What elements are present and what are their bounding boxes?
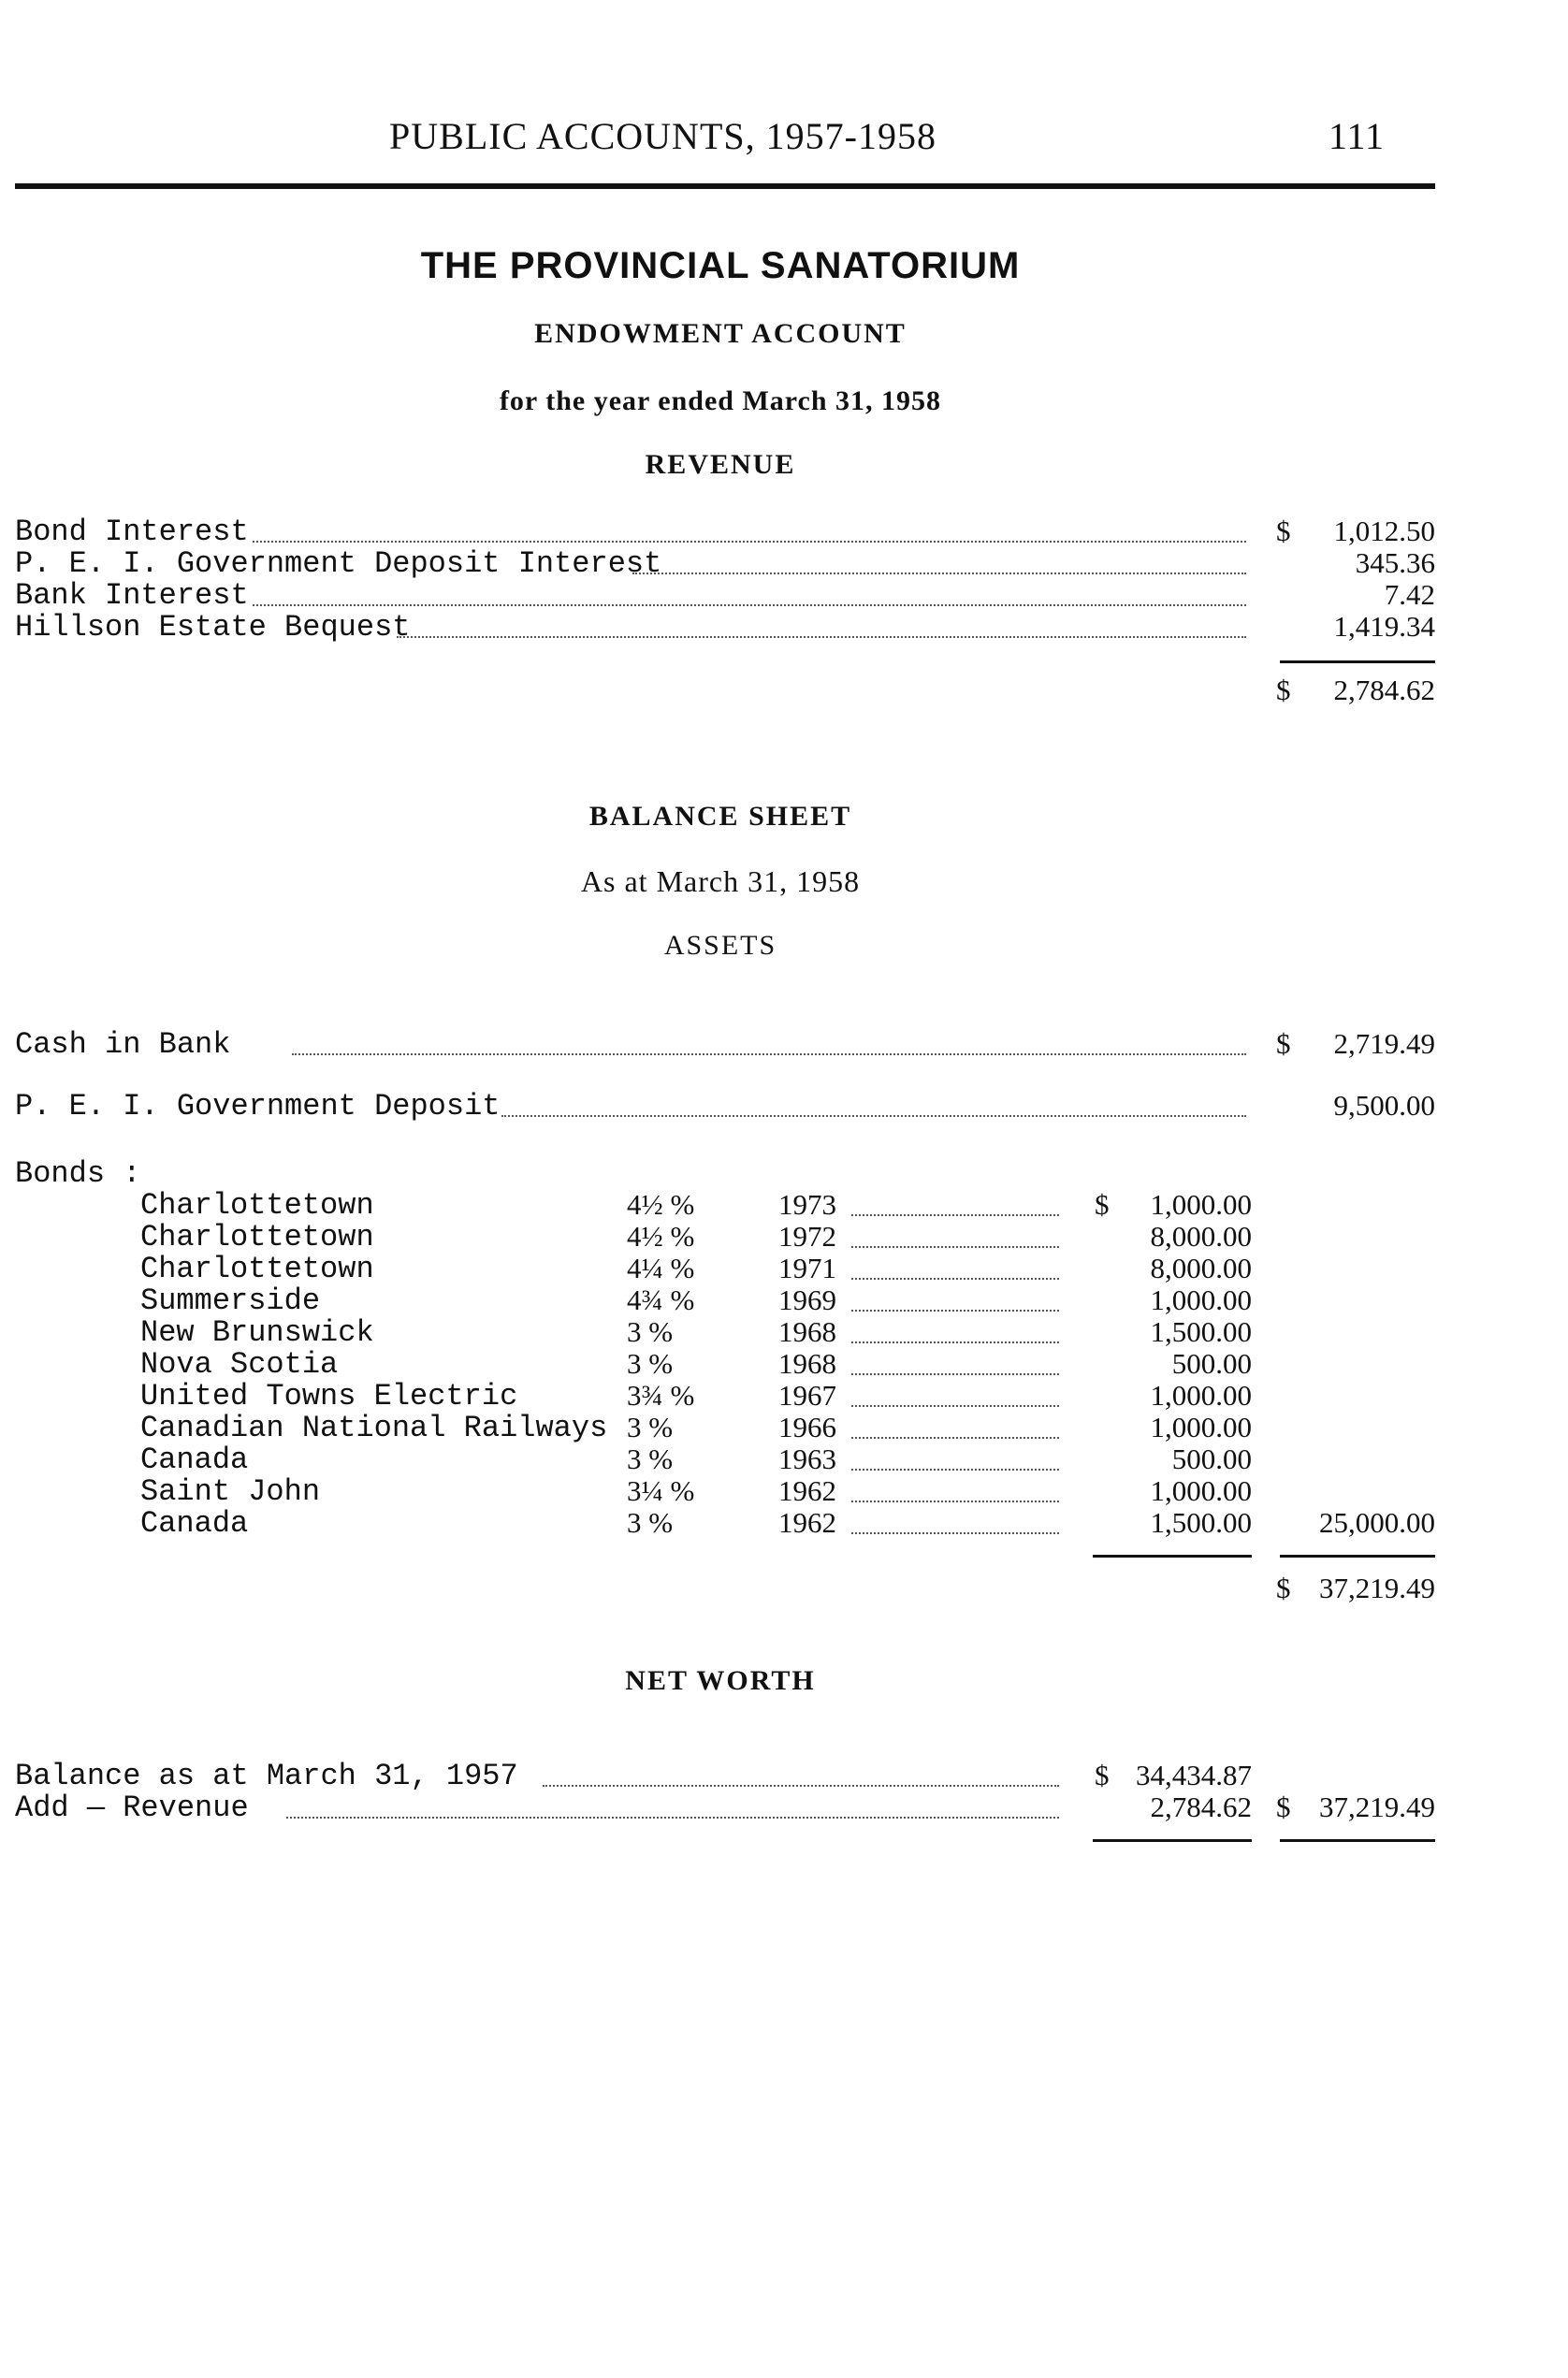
bond-amount: 8,000.00 [1150,1252,1252,1284]
bond-amount: 1,000.00 [1150,1283,1252,1316]
bond-amount: 1,000.00 [1150,1379,1252,1412]
assets-rule [1280,1555,1435,1558]
revenue-label: Hillson Estate Bequest [15,610,411,645]
net-worth-amount: 2,784.62 [1150,1791,1252,1823]
bond-rate: 3 % [627,1411,674,1443]
period-subtitle: for the year ended March 31, 1958 [499,385,942,416]
balance-sheet-heading: BALANCE SHEET [588,801,852,832]
deposit-row [0,1089,1568,1123]
net-worth-total: 37,219.49 [1319,1791,1435,1823]
bond-row [0,1443,1568,1476]
currency-sign: $ [1276,1027,1291,1060]
header-rule [15,183,1435,189]
revenue-heading: REVENUE [645,449,796,480]
currency-sign: $ [1276,1572,1291,1604]
bond-issuer: Charlottetown [140,1188,374,1223]
currency-sign: $ [1276,674,1291,706]
bond-year: 1963 [778,1443,836,1475]
account-title: ENDOWMENT ACCOUNT [534,318,907,349]
currency-sign: $ [1276,1791,1291,1823]
double-rule [1280,1839,1435,1842]
dot-leader [851,1373,1059,1375]
bond-rate: 3¾ % [627,1379,695,1412]
dot-leader [851,1246,1059,1248]
bond-row [0,1474,1568,1508]
bond-amount: 1,500.00 [1150,1506,1252,1539]
bond-issuer: New Brunswick [140,1315,374,1350]
net-worth-label: Add — Revenue [15,1791,249,1825]
bond-row [0,1283,1568,1317]
revenue-label: P. E. I. Government Deposit Interest [15,546,662,581]
revenue-row [0,578,1568,612]
bond-year: 1967 [778,1379,836,1412]
bond-row [0,1252,1568,1285]
dot-leader [397,636,1246,638]
total-rule [1280,660,1435,663]
net-worth-row [0,1759,1568,1792]
bond-rate: 3¼ % [627,1474,695,1507]
balance-sheet-date: As at March 31, 1958 [580,864,861,898]
bond-issuer: Saint John [140,1474,321,1509]
bond-year: 1971 [778,1252,836,1284]
bond-rate: 3 % [627,1443,674,1475]
revenue-row [0,610,1568,644]
bond-issuer: Nova Scotia [140,1347,339,1382]
bond-amount: 1,000.00 [1150,1411,1252,1443]
net-worth-label: Balance as at March 31, 1957 [15,1759,518,1793]
bond-amount: 8,000.00 [1150,1220,1252,1253]
bond-rate: 3 % [627,1506,674,1539]
bond-amount: 1,000.00 [1150,1188,1252,1221]
bond-row [0,1411,1568,1444]
bond-amount: 1,000.00 [1150,1474,1252,1507]
dot-leader [543,1785,1059,1787]
bond-year: 1966 [778,1411,836,1443]
dot-leader [292,1053,1246,1055]
bond-issuer: Canada [140,1506,249,1541]
bond-row [0,1188,1568,1222]
institution-title: THE PROVINCIAL SANATORIUM [420,245,1021,286]
bond-issuer: United Towns Electric [140,1379,518,1414]
deposit-amount: 9,500.00 [1333,1089,1435,1122]
bond-year: 1962 [778,1506,836,1539]
bond-issuer: Canada [140,1443,249,1477]
dot-leader [851,1532,1059,1534]
revenue-amount: 7.42 [1384,578,1435,611]
dot-leader [286,1817,1059,1819]
bond-amount: 1,500.00 [1150,1315,1252,1348]
bond-issuer: Charlottetown [140,1220,374,1254]
bond-rate: 3 % [627,1347,674,1380]
dot-leader [851,1341,1059,1343]
bond-amount: 500.00 [1171,1347,1252,1380]
revenue-total: 2,784.62 [1333,674,1435,706]
bond-rate: 4¾ % [627,1283,695,1316]
revenue-row [0,546,1568,580]
bonds-label: Bonds : [15,1156,141,1191]
cash-row [0,1027,1568,1061]
deposit-label: P. E. I. Government Deposit [15,1089,501,1124]
assets-heading: ASSETS [663,930,777,961]
bond-rate: 4½ % [627,1220,695,1253]
currency-sign: $ [1276,515,1291,547]
bond-year: 1969 [778,1283,836,1316]
page-number: 111 [1328,115,1386,157]
bond-rate: 4½ % [627,1188,695,1221]
net-worth-heading: NET WORTH [625,1665,816,1696]
bond-rate: 3 % [627,1315,674,1348]
net-worth-row [0,1791,1568,1824]
dot-leader [253,604,1246,606]
double-rule [1093,1839,1252,1842]
dot-leader [851,1278,1059,1280]
currency-sign: $ [1095,1759,1110,1791]
cash-label: Cash in Bank [15,1027,231,1062]
dot-leader [851,1214,1059,1216]
bond-issuer: Summerside [140,1283,321,1318]
bond-amount: 500.00 [1171,1443,1252,1475]
bond-row [0,1379,1568,1413]
revenue-label: Bank Interest [15,578,249,613]
bond-year: 1968 [778,1315,836,1348]
revenue-label: Bond Interest [15,515,249,549]
revenue-amount: 1,419.34 [1333,610,1435,643]
bond-issuer: Canadian National Railways [140,1411,608,1445]
revenue-amount: 345.36 [1355,546,1435,579]
bond-year: 1968 [778,1347,836,1380]
bond-row [0,1315,1568,1349]
bond-row [0,1347,1568,1381]
dot-leader [253,541,1246,543]
running-header: PUBLIC ACCOUNTS, 1957-1958 [389,115,936,157]
cash-amount: 2,719.49 [1333,1027,1435,1060]
bond-year: 1962 [778,1474,836,1507]
dot-leader [501,1115,1246,1117]
bond-row [0,1220,1568,1254]
bonds-rule [1093,1555,1252,1558]
dot-leader [632,573,1246,574]
bond-year: 1973 [778,1188,836,1221]
revenue-row [0,515,1568,548]
bond-rate: 4¼ % [627,1252,695,1284]
dot-leader [851,1310,1059,1312]
bonds-total: 25,000.00 [1319,1506,1435,1539]
dot-leader [851,1437,1059,1439]
revenue-amount: 1,012.50 [1333,515,1435,547]
currency-sign: $ [1095,1188,1110,1221]
dot-leader [851,1469,1059,1471]
bond-year: 1972 [778,1220,836,1253]
dot-leader [851,1405,1059,1407]
assets-total: 37,219.49 [1319,1572,1435,1604]
net-worth-amount: 34,434.87 [1136,1759,1252,1791]
dot-leader [851,1501,1059,1502]
bond-issuer: Charlottetown [140,1252,374,1286]
